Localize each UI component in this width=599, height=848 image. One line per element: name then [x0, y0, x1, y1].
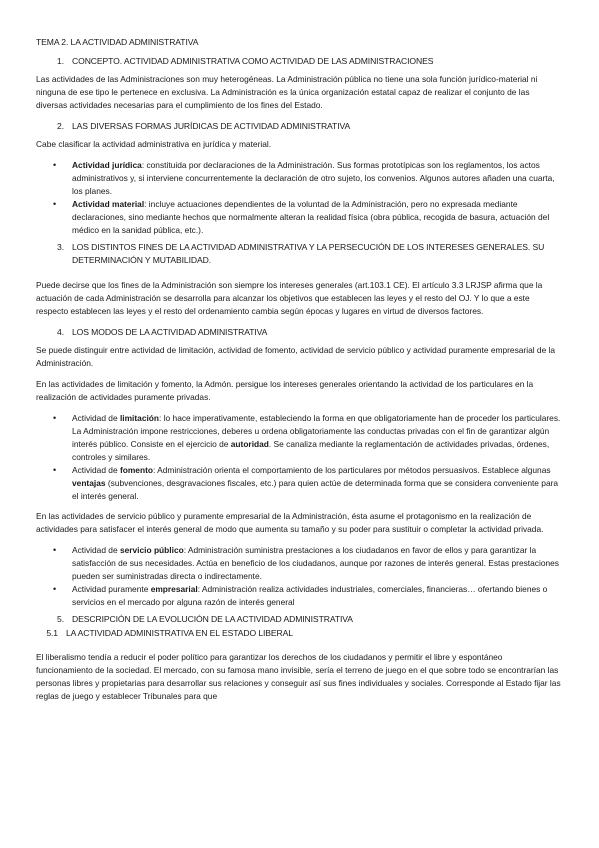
term-prefix: Actividad de	[72, 465, 120, 475]
list-item	[36, 198, 561, 237]
document-title: TEMA 2. LA ACTIVIDAD ADMINISTRATIVA	[36, 37, 199, 47]
section-title: DESCRIPCIÓN DE LA EVOLUCIÓN DE LA ACTIVIDAD ADMINISTRATIVA	[72, 614, 353, 624]
term-prefix: Actividad de	[72, 413, 120, 423]
term-text: : Administración orienta el comportamiento de los particulares por métodos persuasivos. Establece algunas	[152, 465, 551, 475]
term-label: servicio público	[119, 545, 184, 555]
section-title: LA ACTIVIDAD ADMINISTRATIVA EN EL ESTADO LIBERAL	[66, 628, 293, 638]
paragraph-modos: Se puede distinguir entre actividad de limitación, actividad de fomento, actividad de servicio público y actividad puramente empresarial de la Administración.	[36, 345, 556, 368]
paragraph-concepto: Las actividades de las Administraciones son muy heterogéneas. La Administración pública no tiene una sola función jurídico-material ni ninguna de ese tipo le pertenece en exclusiva. La Administración es la única organización estatal capaz de realizar el conjunto de las diversas actividades necesarias para el cumplimiento de los fines del Estado.	[36, 74, 538, 110]
paragraph-fines: Puede decirse que los fines de la Administración son siempre los intereses generales (art.103.1 CE). El artículo 3.3 LRJSP afirma que la actuación de cada Administración se desarrolla para alcanzar los objetivos que establecen las leyes y el resto del OJ. Y lo que a este respecto establecen las leyes y el resto del ordenamiento cambia según épocas y lugares en virtud de diversos factores.	[36, 280, 543, 316]
bullet-list-formas	[36, 159, 561, 237]
section-number: 5.	[57, 614, 64, 624]
term-label-2: ventajas	[72, 478, 106, 488]
paragraph-servicio-empresarial: En las actividades de servicio público y puramente empresarial de la Administración, ésta asume el protagonismo en la realización de actividades para satisfacer el interés general de modo que aumenta su tamaño y su poder para sustituir o completar la actividad privada.	[36, 511, 544, 534]
bullet-list-servicio-empresarial	[36, 544, 561, 609]
bullet-icon: •	[53, 199, 57, 209]
bullet-icon: •	[53, 465, 57, 475]
section-number: 3.	[57, 242, 64, 252]
term-text: : lo hace imperativamente, estableciendo la forma en que obligatoriamente han de proceder los particulares. La Administración impone restricciones, deberes u ordena obligatoriamente las conductas privadas con el fin de garantizar algún interés público. Consiste en el ejercicio de	[72, 413, 561, 449]
section-heading-3	[36, 241, 561, 267]
section-number: 5.1	[46, 628, 58, 638]
term-text: : Administración suministra prestaciones a los ciudadanos en favor de ellos y para garantizar la satisfacción de sus necesidades. Actúa en beneficio de los ciudadanos, aunque por razones de interés general. Estas prestaciones pueden ser suministradas directa o indirectamente.	[72, 545, 559, 581]
section-heading-1	[36, 55, 561, 68]
bullet-icon: •	[53, 413, 57, 423]
section-title: LOS MODOS DE LA ACTIVIDAD ADMINISTRATIVA	[72, 327, 268, 337]
paragraph-clasificacion: Cabe clasificar la actividad administrativa en jurídica y material.	[36, 139, 272, 149]
section-title: CONCEPTO. ACTIVIDAD ADMINISTRATIVA COMO ACTIVIDAD DE LAS ADMINISTRACIONES	[72, 56, 434, 66]
list-item	[36, 544, 561, 583]
section-number: 4.	[57, 327, 64, 337]
paragraph-limitacion-fomento: En las actividades de limitación y fomento, la Admón. persigue los intereses generales orientando la actividad de los particulares en la realización de actividades puramente privadas.	[36, 379, 534, 402]
bullet-list-limitacion-fomento	[36, 412, 561, 503]
list-item	[36, 464, 561, 503]
bullet-icon: •	[53, 160, 57, 170]
section-heading-5-1	[36, 627, 561, 640]
term-prefix: Actividad de	[72, 545, 120, 555]
term-prefix: Actividad puramente	[72, 584, 151, 594]
section-heading-5	[36, 613, 561, 626]
term-label-2: autoridad	[230, 439, 269, 449]
term-label: Actividad material	[72, 199, 145, 209]
section-title: LOS DISTINTOS FINES DE LA ACTIVIDAD ADMINISTRATIVA Y LA PERSECUCIÓN DE LOS INTERESES GENERALES. SU DETERMINACIÓN Y MUTABILIDAD.	[72, 242, 545, 265]
term-text-2: . Se canaliza mediante la reglamentación de actividades privadas, órdenes, controles y similares.	[72, 439, 550, 462]
paragraph-liberalismo: El liberalismo tendía a reducir el poder político para garantizar los derechos de los ciudadanos y permitir el libre y espontáneo funcionamiento de la sociedad. El mercado, con su famosa mano invisible, sería el terreno de juego en el que sobre todo se encontrarían las personas libres y propietarias para desarrollar sus relaciones y conseguir así sus fines individuales y sociales. Corresponde al Estado fijar las reglas de juego y establecer Tribunales para que	[36, 652, 561, 701]
section-number: 1.	[57, 56, 64, 66]
term-label: empresarial	[150, 584, 198, 594]
term-label: Actividad jurídica	[72, 160, 142, 170]
section-heading-2	[36, 120, 561, 133]
term-text: : constituida por declaraciones de la Administración. Sus formas prototípicas son los reglamentos, los actos administrativos y, si interviene concurrentemente la declaración de otro sujeto, los convenios. Algunos autores añaden una cuarta, los planes.	[72, 160, 555, 196]
section-heading-4	[36, 326, 561, 339]
bullet-icon: •	[53, 545, 57, 555]
bullet-icon: •	[53, 584, 57, 594]
term-label: limitación	[119, 413, 160, 423]
list-item	[36, 412, 561, 464]
section-title: LAS DIVERSAS FORMAS JURÍDICAS DE ACTIVIDAD ADMINISTRATIVA	[72, 121, 351, 131]
term-text: : Administración realiza actividades industriales, comerciales, financieras… ofertando bienes o servicios en el mercado por alguna razón de interés general	[72, 584, 548, 607]
list-item	[36, 159, 561, 198]
term-label: fomento	[119, 465, 153, 475]
term-text: : incluye actuaciones dependientes de la voluntad de la Administración, pero no expresada mediante declaraciones, sino mediante hechos que normalmente alteran la realidad física (obra pública, recogida de basura, actuación del médico en la sanidad pública, etc.).	[72, 199, 550, 235]
term-text-2: (subvenciones, desgravaciones fiscales, etc.) para quien actúe de determinada forma que se considera conveniente para el interés general.	[72, 478, 559, 501]
list-item	[36, 583, 561, 609]
section-number: 2.	[57, 121, 64, 131]
